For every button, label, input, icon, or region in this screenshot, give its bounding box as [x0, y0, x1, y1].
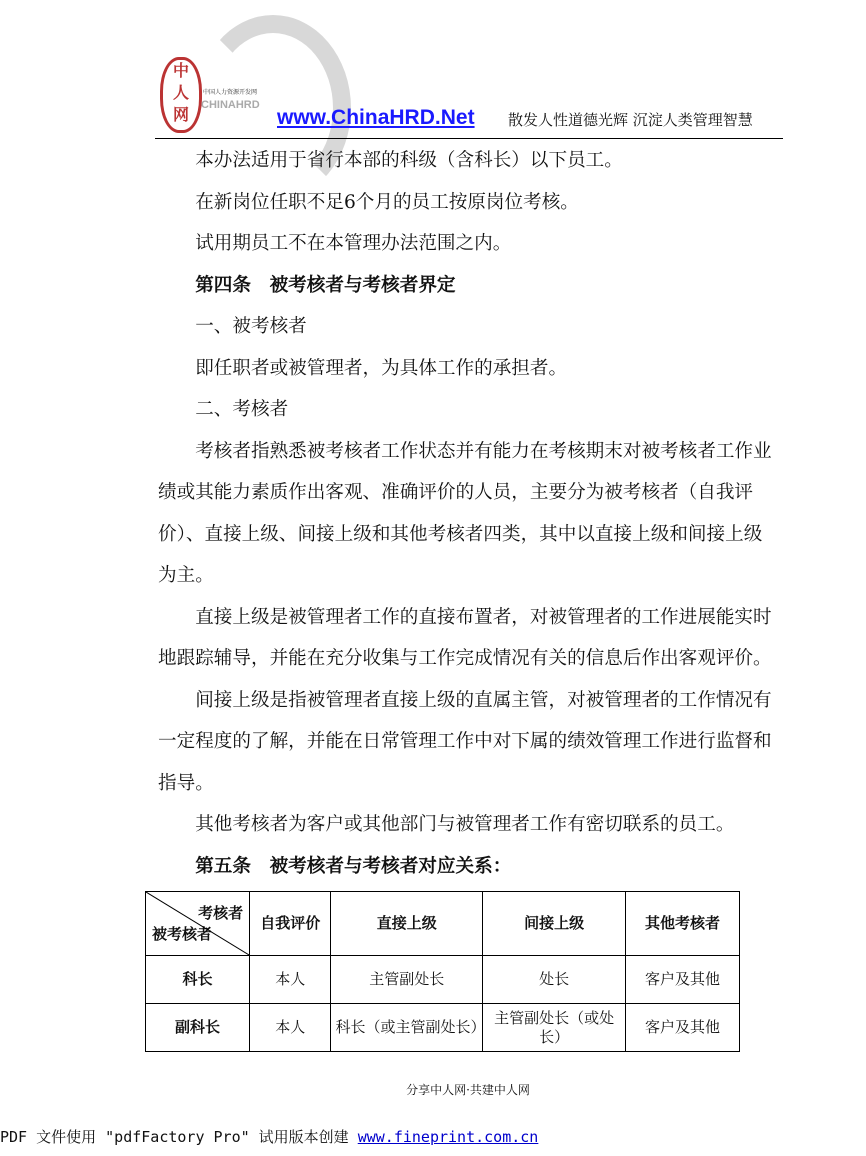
fineprint-link[interactable]: www.fineprint.com.cn [357, 1128, 539, 1146]
assessment-table [145, 891, 740, 1052]
site-link[interactable]: www.ChinaHRD.Net [277, 106, 475, 129]
header-slogan: 散发人性道德光辉 沉淀人类管理智慧 [508, 111, 753, 129]
header-cell: 自我评价 [250, 892, 331, 956]
paragraph: 试用期员工不在本管理办法范围之内。 [195, 233, 512, 254]
table-cell: 科长（或主管副处长） [331, 1004, 483, 1052]
document-body [158, 140, 774, 887]
paragraph: 直接上级是被管理者工作的直接布置者，对被管理者的工作进展能实时地跟踪辅导，并能在充分收集与工作完成情况有关的信息后作出客观评价。 [158, 606, 772, 669]
table-cell: 主管副处长 [331, 956, 483, 1004]
paragraph: 即任职者或被管理者，为具体工作的承担者。 [195, 357, 568, 379]
pdf-notice [0, 1128, 765, 1156]
corner-bottom: 被考核者 [152, 924, 213, 943]
table-cell: 本人 [250, 1004, 331, 1052]
table-cell: 客户及其他 [625, 956, 739, 1004]
table-cell: 本人 [250, 956, 331, 1004]
header-cell: 直接上级 [331, 892, 483, 956]
table-cell: 处长 [483, 956, 626, 1004]
logo-seal: 中 人 网 [160, 57, 202, 133]
table-row [146, 956, 740, 1004]
paragraph: 二、考核者 [195, 399, 289, 420]
table-row [146, 1004, 740, 1052]
table-cell: 客户及其他 [625, 1004, 739, 1052]
header-cell: 其他考核者 [625, 892, 739, 956]
section-heading: 第五条 被考核者与考核者对应关系： [195, 855, 512, 877]
logo-cn-text: 中国人力资源开发网 [203, 89, 258, 96]
corner-top: 考核者 [198, 903, 244, 922]
row-label: 副科长 [146, 1004, 250, 1052]
page-footer: 分享中人网·共建中人网 [406, 1083, 530, 1097]
paragraph: 考核者指熟悉被考核者工作状态并有能力在考核期末对被考核者工作业绩或其能力素质作出客观、准确评价的人员，主要分为被考核者（自我评价）、直接上级、间接上级和其他考核者四类，其中以直接上级和间接上级为主。 [158, 440, 772, 586]
paragraph: 在新岗位任职不足6个月的员工按原岗位考核。 [195, 191, 579, 213]
paragraph: 间接上级是指被管理者直接上级的直属主管，对被管理者的工作情况有一定程度的了解，并能在日常管理工作中对下属的绩效管理工作进行监督和指导。 [158, 689, 772, 794]
row-label: 科长 [146, 956, 250, 1004]
pdf-notice-text: PDF 文件使用 "pdfFactory Pro" 试用版本创建 [0, 1128, 358, 1146]
corner-cell [146, 892, 250, 956]
section-heading: 第四条 被考核者与考核者界定 [195, 274, 456, 296]
paragraph: 本办法适用于省行本部的科级（含科长）以下员工。 [195, 150, 623, 171]
paragraph: 其他考核者为客户或其他部门与被管理者工作有密切联系的员工。 [195, 814, 735, 835]
table-cell: 主管副处长（或处长） [483, 1004, 626, 1052]
logo-en-text: CHINAHRD [201, 99, 260, 111]
header-cell: 间接上级 [483, 892, 626, 956]
paragraph: 一、被考核者 [195, 316, 307, 337]
